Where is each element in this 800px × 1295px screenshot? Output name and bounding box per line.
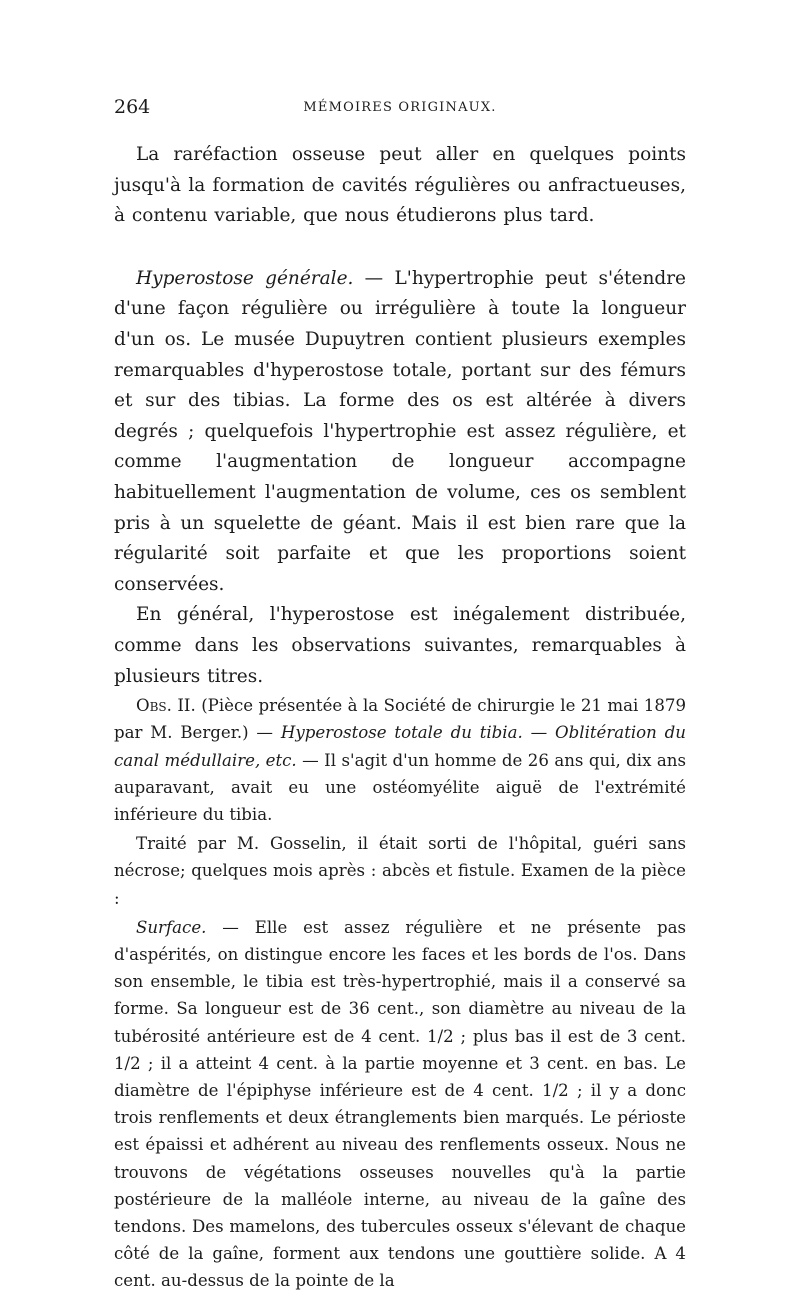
paragraph-gosselin: Traité par M. Gosselin, il était sorti de l'hôpital, guéri sans nécrose; quelques mois après : abcès et fistule. Examen de la pièce : [114,834,686,908]
observation-separator: — [522,723,556,743]
page-number: 264 [114,96,151,118]
paragraph-rarefaction: La raréfaction osseuse peut aller en quelques points jusqu'à la formation de cavités régulières ou anfractueuses, à contenu variable, que nous étudierons plus tard. [114,144,686,227]
paragraph-text: — L'hypertrophie peut s'étendre d'une façon régulière ou irrégulière à toute la longueur d'un os. Le musée Dupuytren contient plusieurs exemples remarquables d'hyperostose totale, portant sur des fémurs et sur des tibias. La forme des os est altérée à divers degrés ; quelquefois l'hypertrophie est assez régulière, et comme l'augmentation de longueur accompagne habituellement l'augmentation de volume, ces os semblent pris à un squelette de géant. Mais il est bien rare que la régularité soit parfaite et que les proportions soient conservées. [114,267,686,595]
page [114,96,686,1295]
paragraph-surface [114,914,686,1295]
observation-title-1: Hyperostose totale du tibia. [280,723,523,743]
page-header [114,96,686,122]
observation-label: Obs. II. [136,696,196,716]
running-head: MÉMOIRES ORIGINAUX. [303,100,497,115]
observation-text: — Il s'agit d'un homme de 26 ans qui, dix ans auparavant, avait eu une ostéomyélite aiguë de l'extrémité inférieure du tibia. [114,750,687,824]
surface-text: — Elle est assez régulière et ne présente pas d'aspérités, on distingue encore les faces et les bords de l'os. Dans son ensemble, le tibia est très-hypertrophié, mais il a conservé sa forme. Sa longueur est de 36 cent., son diamètre au niveau de la tubérosité antérieure est de 4 cent. 1/2 ; plus bas il est de 3 cent. 1/2 ; il a atteint 4 cent. à la partie moyenne et 3 cent. en bas. Le diamètre de l'épiphyse inférieure est de 4 cent. 1/2 ; il y a donc trois renflements et deux étranglements bien marqués. Le périoste est épaissi et adhérent au niveau des renflements osseux. Nous ne trouvons de végétations osseuses nouvelles qu'à la partie postérieure de la malléole interne, au niveau de la gaîne des tendons. Des mamelons, des tubercules osseux s'élevant de chaque côté de la gaîne, forment aux tendons une gouttière solide. A 4 cent. au-dessus de la pointe de la [114,917,686,1291]
paragraph-hyperostose-generale [114,264,686,601]
section-heading: Hyperostose générale. [136,267,354,289]
paragraph-general: En général, l'hyperostose est inégalement distribuée, comme dans les observations suivantes, remarquables à plusieurs titres. [114,604,686,687]
observation-intro [114,692,686,828]
observation-title-2: Oblitération du canal médullaire, etc. [114,723,686,770]
observation-source: (Pièce présentée à la Société de chirurgie le 21 mai 1879 par M. Berger.) — [114,696,687,743]
surface-heading: Surface. [136,917,207,937]
